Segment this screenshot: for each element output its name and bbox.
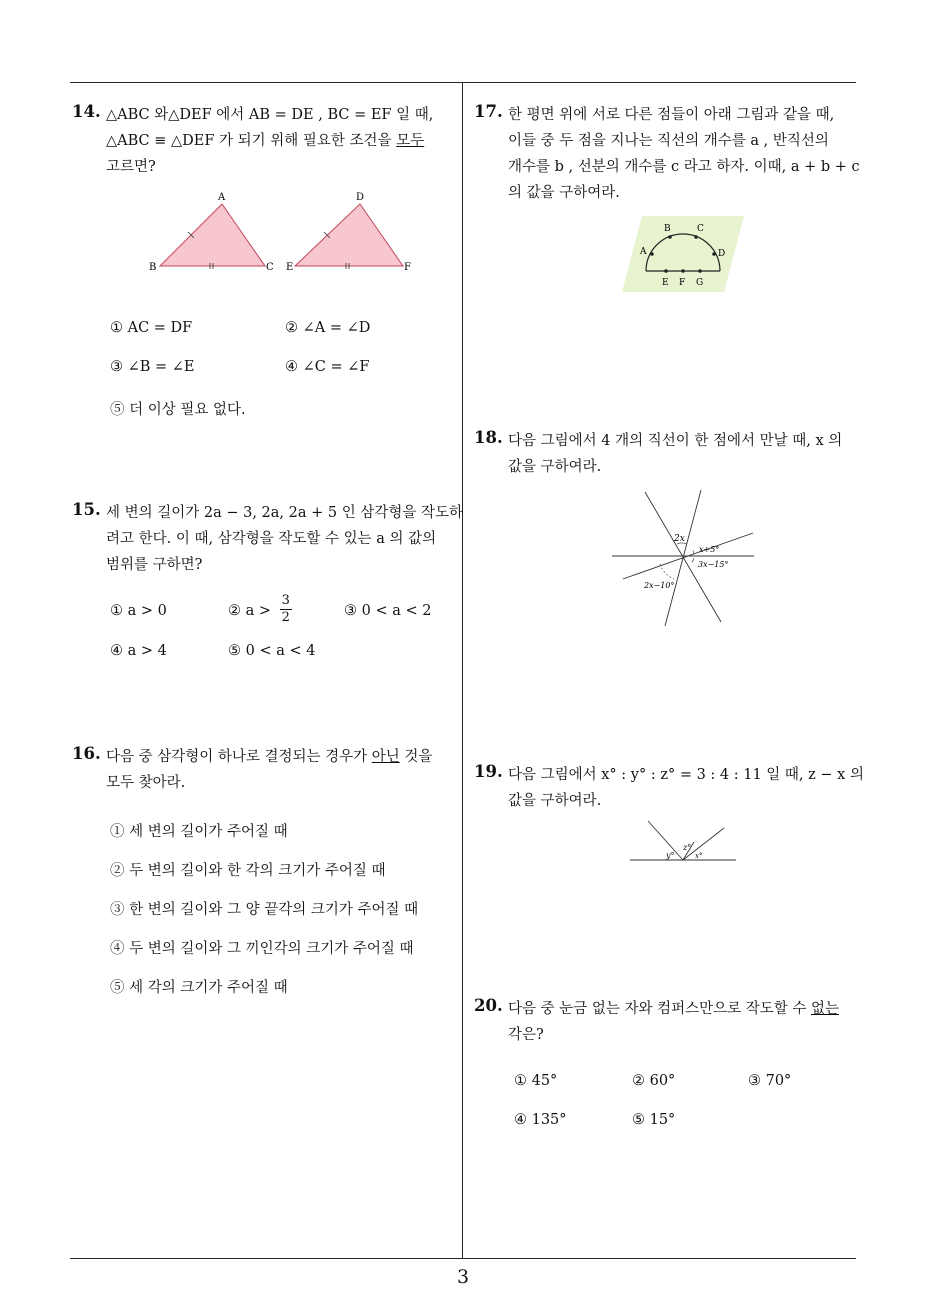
- q20-option-1[interactable]: ① 45°: [514, 1073, 558, 1089]
- q14-line2-underlined: 모두: [396, 133, 425, 149]
- label-d: D: [356, 192, 365, 203]
- q20-number: 20.: [474, 996, 503, 1015]
- label-b: B: [664, 224, 671, 234]
- q14-line1: △ABC 와△DEF 에서 AB = DE , BC = EF 일 때,: [106, 107, 434, 123]
- q15-option-4[interactable]: ④ a > 4: [110, 643, 167, 659]
- q16-line1b: 것을: [399, 749, 433, 765]
- q17-line4: 의 값을 구하여라.: [508, 185, 620, 201]
- q18-number: 18.: [474, 428, 503, 447]
- q14-line2a: △ABC ≡ △DEF 가 되기 위해 필요한 조건을: [106, 133, 397, 149]
- label-f: F: [679, 278, 686, 288]
- triangle-abc: [160, 204, 265, 266]
- label-a: A: [640, 247, 647, 257]
- q17-line1: 한 평면 위에 서로 다른 점들이 아래 그림과 같을 때,: [508, 107, 835, 123]
- label-c: C: [266, 262, 274, 273]
- q15-option-1[interactable]: ① a > 0: [110, 603, 167, 619]
- q17-number: 17.: [474, 102, 503, 121]
- angle-x-plus-5-label: x+5°: [699, 545, 720, 554]
- q20-option-2[interactable]: ② 60°: [632, 1073, 676, 1089]
- q14-option-5[interactable]: ⑤ 더 이상 필요 없다.: [110, 402, 246, 418]
- q16-number: 16.: [72, 744, 101, 763]
- q19-angles-figure: [628, 818, 740, 866]
- q14-option-2[interactable]: ② ∠A = ∠D: [285, 320, 371, 336]
- label-e: E: [286, 262, 294, 273]
- q15-line1: 세 변의 길이가 2a − 3, 2a, 2a + 5 인 삼각형을 작도하: [106, 505, 463, 521]
- q18-line1: 다음 그림에서 4 개의 직선이 한 점에서 만날 때, x 의: [508, 433, 843, 449]
- angle-x-label: x°: [695, 852, 703, 860]
- q14-option-4[interactable]: ④ ∠C = ∠F: [285, 359, 370, 375]
- q19-line1: 다음 그림에서 x° : y° : z° = 3 : 4 : 11 일 때, z − x 의: [508, 767, 864, 783]
- label-a: A: [218, 192, 226, 203]
- q15-option-2[interactable]: [228, 593, 292, 626]
- q16-line1: [106, 744, 432, 770]
- q20-line1-underlined: 없는: [811, 1001, 840, 1017]
- q14-number: 14.: [72, 102, 101, 121]
- q17-line3: 개수를 b , 선분의 개수를 c 라고 하자. 이때, a + b + c: [508, 159, 860, 175]
- q16-option-3[interactable]: ③ 한 변의 길이와 그 양 끝각의 크기가 주어질 때: [110, 902, 419, 918]
- q18-line2: 값을 구하여라.: [508, 459, 602, 475]
- page-number: 3: [456, 1266, 470, 1288]
- q16-option-1[interactable]: ① 세 변의 길이가 주어질 때: [110, 824, 288, 840]
- q20-option-4[interactable]: ④ 135°: [514, 1112, 567, 1128]
- angle-y-label: y°: [666, 851, 675, 860]
- q20-line1a: 다음 중 눈금 없는 자와 컴퍼스만으로 작도할 수: [508, 1001, 812, 1017]
- q15-option-2-prefix: ② a >: [228, 603, 272, 619]
- q20-option-5[interactable]: ⑤ 15°: [632, 1112, 676, 1128]
- q15-option-3[interactable]: ③ 0 < a < 2: [344, 603, 432, 619]
- q16-line1-underlined: 아닌: [371, 749, 400, 765]
- bottom-rule: [70, 1258, 856, 1259]
- q14-option-3[interactable]: ③ ∠B = ∠E: [110, 359, 195, 375]
- q15-number: 15.: [72, 500, 101, 519]
- angle-3x-minus-15-label: 3x−15°: [698, 560, 729, 569]
- top-rule: [70, 82, 856, 83]
- label-g: G: [696, 278, 704, 288]
- angle-2x-minus-10-label: 2x−10°: [644, 581, 675, 590]
- fraction-numerator: 3: [281, 593, 290, 608]
- q20-line2: 각은?: [508, 1027, 544, 1043]
- q19-line2: 값을 구하여라.: [508, 793, 602, 809]
- q17-semicircle-figure: [620, 214, 746, 294]
- q15-line3: 범위를 구하면?: [106, 557, 203, 573]
- label-e: E: [662, 278, 669, 288]
- label-b: B: [149, 262, 157, 273]
- q18-four-lines-figure: [608, 486, 758, 628]
- q16-line2: 모두 찾아라.: [106, 775, 186, 791]
- q14-line3: 고르면?: [106, 159, 156, 175]
- q19-number: 19.: [474, 762, 503, 781]
- q20-option-3[interactable]: ③ 70°: [748, 1073, 792, 1089]
- fraction-denominator: 2: [281, 610, 290, 625]
- label-f: F: [404, 262, 411, 273]
- q20-line1: [508, 996, 839, 1022]
- q14-option-1[interactable]: ① AC = DF: [110, 320, 193, 336]
- column-divider: [462, 82, 463, 1258]
- label-c: C: [697, 224, 704, 234]
- q16-option-5[interactable]: ⑤ 세 각의 크기가 주어질 때: [110, 980, 288, 996]
- q15-option-2-fraction: [280, 593, 292, 626]
- angle-2x-label: 2x: [674, 534, 685, 544]
- label-d: D: [718, 249, 726, 259]
- q14-triangles-figure: [140, 188, 430, 278]
- angle-z-label: z°: [683, 843, 692, 852]
- q16-line1a: 다음 중 삼각형이 하나로 결정되는 경우가: [106, 749, 372, 765]
- q15-option-5[interactable]: ⑤ 0 < a < 4: [228, 643, 316, 659]
- q15-line2: 려고 한다. 이 때, 삼각형을 작도할 수 있는 a 의 값의: [106, 531, 437, 547]
- q17-line2: 이들 중 두 점을 지나는 직선의 개수를 a , 반직선의: [508, 133, 829, 149]
- q16-option-4[interactable]: ④ 두 변의 길이와 그 끼인각의 크기가 주어질 때: [110, 941, 414, 957]
- q16-option-2[interactable]: ② 두 변의 길이와 한 각의 크기가 주어질 때: [110, 863, 386, 879]
- q14-line2: [106, 128, 424, 154]
- triangle-def: [295, 204, 403, 266]
